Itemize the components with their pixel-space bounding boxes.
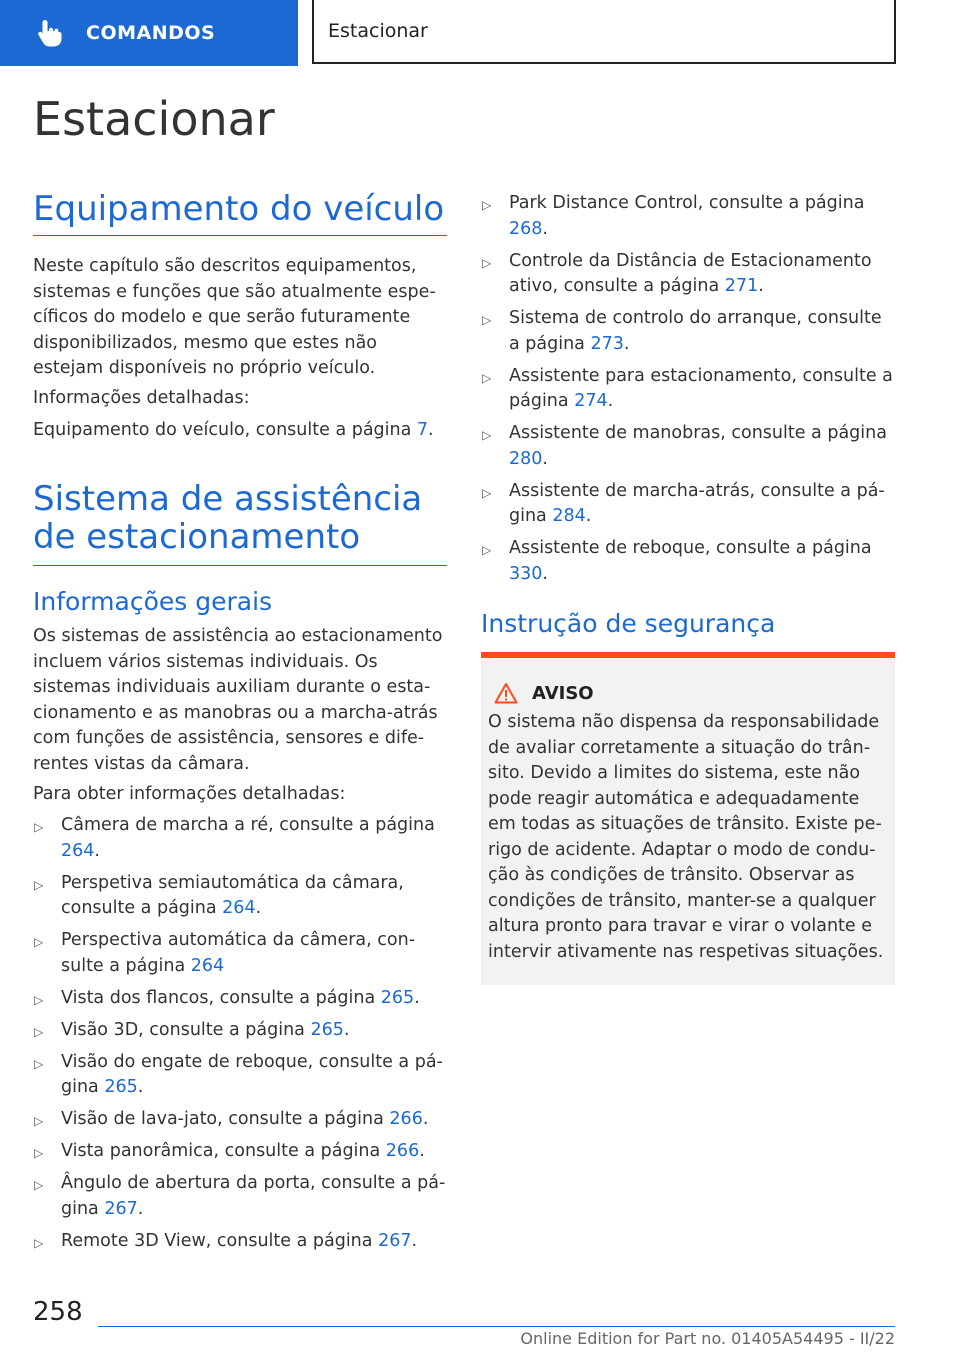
list-item: ▷ Vista dos flancos, consulte a página 265. bbox=[33, 986, 447, 1012]
page-link[interactable]: 265 bbox=[310, 1019, 344, 1040]
page-link[interactable]: 267 bbox=[378, 1230, 412, 1251]
page-link[interactable]: 265 bbox=[380, 987, 415, 1008]
page-link[interactable]: 265 bbox=[104, 1077, 138, 1097]
page-title: Estacionar bbox=[33, 92, 275, 146]
page-link[interactable]: 264 bbox=[190, 955, 225, 976]
reference-text: Equipamento do veículo, consulte a página bbox=[33, 420, 417, 440]
triangle-bullet-icon: ▷ bbox=[34, 820, 44, 834]
triangle-bullet-icon: ▷ bbox=[34, 935, 44, 949]
list-item: ▷ Assistente para estacionamento, consulte a página 274. bbox=[482, 365, 893, 411]
list-item: ▷ Perspetiva semiautomática da câmara, consulte a página 264. bbox=[34, 872, 404, 918]
list-item: ▷ Controle da Distância de Estacionamento ativo, consulte a página 271. bbox=[482, 250, 872, 296]
heading-safety: Instrução de segurança bbox=[481, 609, 776, 638]
page-number: 258 bbox=[33, 1297, 83, 1327]
triangle-bullet-icon: ▷ bbox=[34, 1235, 44, 1250]
page-link[interactable]: 274 bbox=[574, 391, 608, 411]
list-item: ▷ Sistema de controlo do arranque, consulte a página 273. bbox=[482, 308, 882, 354]
hand-pointer-icon bbox=[36, 18, 64, 48]
list-item: ▷ Ângulo de abertura da porta, consulte a página 267. bbox=[34, 1173, 446, 1219]
page-link[interactable]: 264 bbox=[61, 840, 95, 861]
right-reference-list bbox=[481, 191, 895, 594]
equipment-reference bbox=[33, 418, 447, 444]
section-label: Estacionar bbox=[328, 20, 428, 42]
triangle-bullet-icon: ▷ bbox=[34, 1024, 44, 1039]
equipment-intro: Neste capítulo são descritos equipamentos, sistemas e funções que são atualmente específicos do modelo e que serão futuramente disponibilizados, mesmo que estes não estejam disponíveis no próprio veículo. bbox=[33, 256, 436, 378]
warning-label: AVISO bbox=[532, 682, 594, 704]
heading-general-info: Informações gerais bbox=[33, 587, 273, 616]
page-link[interactable]: 7 bbox=[416, 420, 429, 440]
general-text: Os sistemas de assistência ao estacionamento incluem vários sistemas individuais. Os sistemas individuais auxiliam durante o estacionamento e as manobras ou a marcha-atrás com funções de assistência, sensores e diferentes vistas da câmara. bbox=[33, 626, 443, 774]
heading-parking-assist: Sistema de assistência de estacionamento bbox=[33, 480, 447, 566]
section-tab[interactable] bbox=[312, 0, 896, 64]
list-item: ▷ Vista panorâmica, consulte a página 266. bbox=[33, 1139, 447, 1165]
heading-equipment: Equipamento do veículo bbox=[33, 188, 447, 236]
triangle-bullet-icon: ▷ bbox=[34, 992, 44, 1007]
page-link[interactable]: 266 bbox=[385, 1141, 420, 1161]
list-item: ▷ Câmera de marcha a ré, consulte a página 264. bbox=[34, 815, 435, 861]
list-item: ▷ Assistente de reboque, consulte a página 330. bbox=[482, 538, 872, 584]
triangle-bullet-icon: ▷ bbox=[482, 198, 492, 212]
list-item: ▷ Remote 3D View, consulte a página 267. bbox=[33, 1229, 447, 1255]
triangle-bullet-icon: ▷ bbox=[34, 1056, 44, 1071]
page-link[interactable]: 271 bbox=[724, 276, 759, 296]
triangle-bullet-icon: ▷ bbox=[34, 1178, 44, 1192]
list-item: ▷ Visão 3D, consulte a página 265. bbox=[33, 1018, 447, 1044]
triangle-bullet-icon: ▷ bbox=[482, 428, 492, 442]
page-link[interactable]: 266 bbox=[389, 1109, 423, 1129]
chapter-label: COMANDOS bbox=[86, 22, 216, 44]
page-link[interactable]: 267 bbox=[104, 1198, 138, 1219]
triangle-bullet-icon: ▷ bbox=[482, 370, 492, 385]
triangle-bullet-icon: ▷ bbox=[34, 1146, 44, 1160]
page-link[interactable]: 264 bbox=[222, 898, 256, 918]
triangle-bullet-icon: ▷ bbox=[482, 485, 492, 500]
reference-tail: . bbox=[428, 420, 434, 440]
list-item: ▷ Visão de lava-jato, consulte a página 266. bbox=[33, 1107, 447, 1133]
list-item: ▷ Assistente de marcha-atrás, consulte a página 284. bbox=[482, 480, 885, 526]
list-item: ▷ Assistente de manobras, consulte a página 280. bbox=[482, 423, 887, 469]
list-item: ▷ Visão do engate de reboque, consulte a página 265. bbox=[34, 1051, 443, 1097]
general-more: Para obter informações detalhadas: bbox=[33, 784, 346, 804]
triangle-bullet-icon: ▷ bbox=[34, 1114, 44, 1128]
chapter-tab[interactable] bbox=[0, 0, 298, 66]
warning-triangle-icon bbox=[494, 682, 518, 704]
triangle-bullet-icon: ▷ bbox=[482, 313, 492, 327]
left-reference-list bbox=[33, 813, 447, 1261]
page-link[interactable]: 273 bbox=[590, 333, 624, 354]
warning-header bbox=[488, 682, 887, 704]
page-link[interactable]: 284 bbox=[552, 506, 586, 526]
list-item: ▷ Perspectiva automática da câmera, consulte a página 264 bbox=[34, 930, 416, 976]
triangle-bullet-icon: ▷ bbox=[482, 543, 492, 557]
warning-text: O sistema não dispensa da responsabilidade de avaliar corretamente a situação do trânsito. Devido a limites do sistema, este não pode reagir automática e adequadamente em todas as situações de trânsito. Existe perigo de acidente. Adaptar o modo de condução às condições de trânsito. Observar as condições de trânsito, manter-se a qualquer altura pronto para travar e virar o volante e intervir ativamente nas respetivas situações. bbox=[488, 712, 884, 962]
page-link[interactable]: 268 bbox=[509, 218, 543, 239]
page-link[interactable]: 330 bbox=[509, 563, 543, 584]
triangle-bullet-icon: ▷ bbox=[482, 255, 492, 270]
page-link[interactable]: 280 bbox=[509, 448, 543, 469]
triangle-bullet-icon: ▷ bbox=[34, 877, 44, 892]
list-item: ▷ Park Distance Control, consulte a página 268. bbox=[482, 193, 865, 239]
equipment-more: Informações detalhadas: bbox=[33, 388, 250, 408]
warning-box bbox=[481, 652, 895, 985]
footer-edition: Online Edition for Part no. 01405A54495 - II/22 bbox=[520, 1329, 895, 1348]
footer-divider bbox=[98, 1326, 895, 1327]
